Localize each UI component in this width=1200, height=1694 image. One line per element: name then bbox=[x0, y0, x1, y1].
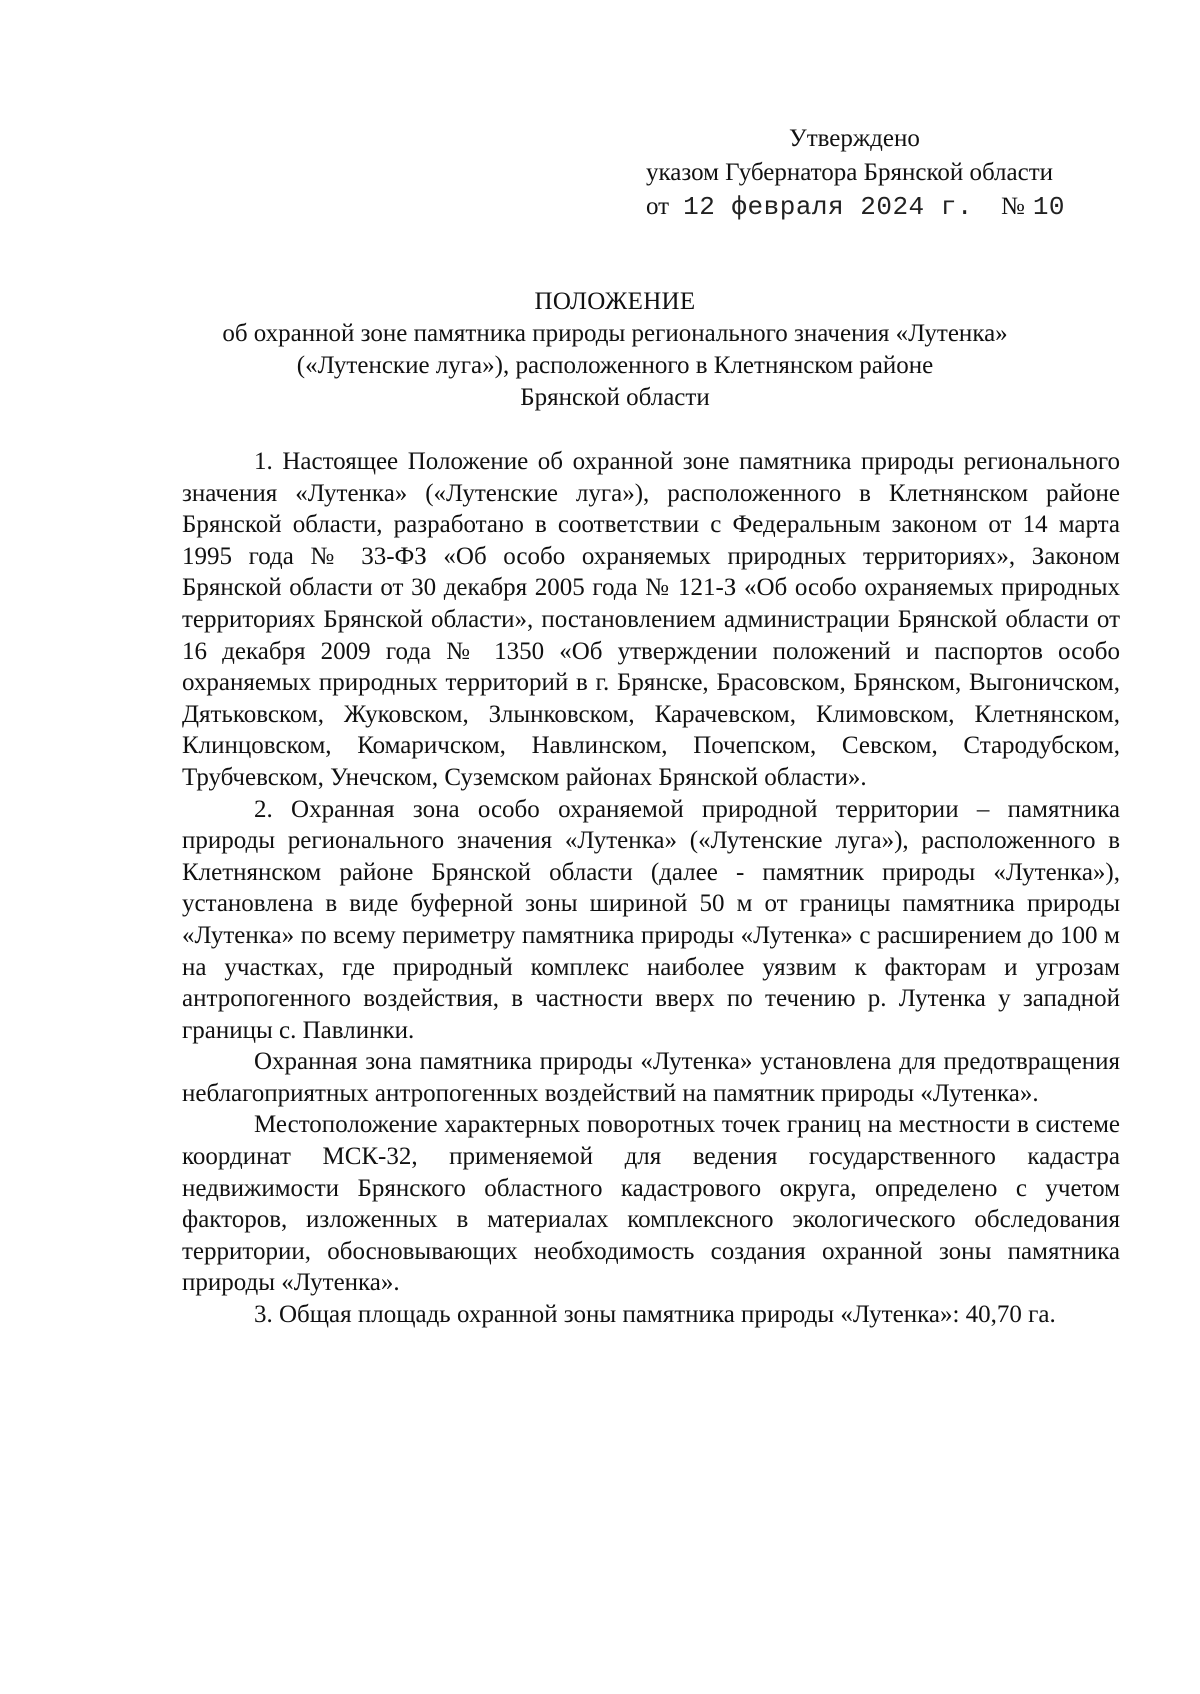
approval-label: Утверждено bbox=[789, 125, 920, 152]
paragraph-1: 1. Настоящее Положение об охранной зоне памятника природы регионального значения «Лутенка» («Лутенские луга»), расположенного в Клетнянском районе Брянской области, разработано в соответствии с Федеральным законом от 14 марта 1995 года № 33-ФЗ «Об особо охраняемых природных территориях», Законом Брянской области от 30 декабря 2005 года № 121-З «Об особо охраняемых природных территориях Брянской области», постановлением администрации Брянской области от 16 декабря 2009 года № 1350 «Об утверждении положений и паспортов особо охраняемых природных территорий в г. Брянске, Брасовском, Брянском, Выгоничском, Дятьковском, Жуковском, Злынковском, Карачевском, Климовском, Клетнянском, Клинцовском, Комаричском, Навлинском, Почепском, Севском, Стародубском, Трубчевском, Унечском, Суземском районах Брянской области». bbox=[182, 448, 1120, 791]
document-title-block bbox=[150, 286, 1080, 414]
paragraph-5: 3. Общая площадь охранной зоны памятника природы «Лутенка»: 40,70 га. bbox=[254, 1301, 1056, 1329]
approval-number-label: № bbox=[1000, 193, 1025, 220]
document-body bbox=[182, 446, 1120, 1331]
approval-date-line bbox=[646, 190, 1126, 224]
document-subtitle-line-3: Брянской области bbox=[520, 384, 710, 411]
document-title: ПОЛОЖЕНИЕ bbox=[534, 288, 696, 315]
approval-date-prefix: от bbox=[646, 193, 670, 220]
paragraph-2: 2. Охранная зона особо охраняемой природной территории – памятника природы регионального значения «Лутенка» («Лутенские луга»), расположенного в Клетнянском районе Брянской области (далее - памятник природы «Лутенка»), установлена в виде буферной зоны шириной 50 м от границы памятника природы «Лутенка» по всему периметру памятника природы «Лутенка» с расширением до 100 м на участках, где природный комплекс наиболее уязвим к факторам и угрозам антропогенного воздействия, в частности вверх по течению р. Лутенка у западной границы с. Павлинки. bbox=[182, 795, 1120, 1044]
paragraph-3: Охранная зона памятника природы «Лутенка» установлена для предотвращения неблагоприятных антропогенных воздействий на памятник природы «Лутенка». bbox=[182, 1048, 1120, 1107]
approval-number: 10 bbox=[1032, 192, 1066, 222]
approval-stamp bbox=[646, 122, 1126, 224]
document-subtitle-line-1: об охранной зоне памятника природы регионального значения «Лутенка» bbox=[222, 320, 1008, 347]
paragraph-4: Местоположение характерных поворотных точек границ на местности в системе координат МСК-32, применяемой для ведения государственного кадастра недвижимости Брянского областного кадастрового округа, определено с учетом факторов, изложенных в материалах комплексного экологического обследования территории, обосновывающих необходимость создания охранной зоны памятника природы «Лутенка». bbox=[182, 1111, 1120, 1297]
document-subtitle-line-2: («Лутенские луга»), расположенного в Клетнянском районе bbox=[296, 352, 934, 379]
approval-date: 12 февраля 2024 г. bbox=[683, 192, 973, 222]
approval-authority: указом Губернатора Брянской области bbox=[646, 159, 1054, 186]
